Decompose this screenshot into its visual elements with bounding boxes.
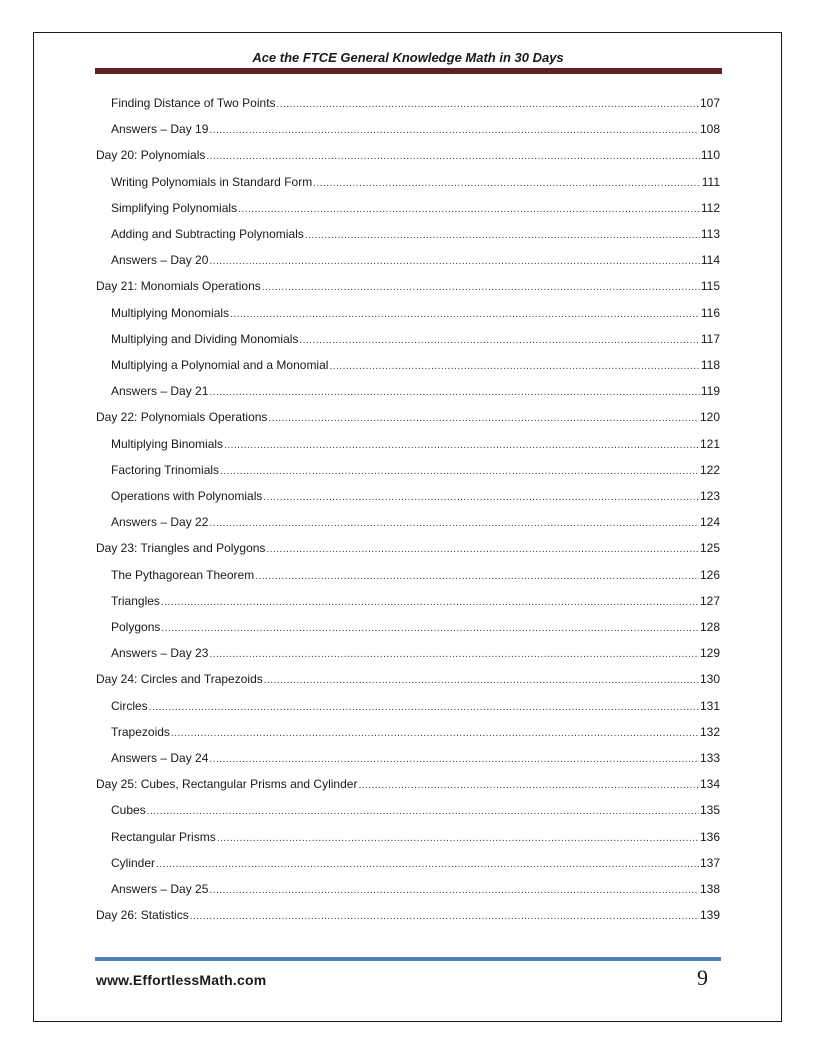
toc-section-entry[interactable] [111,803,720,819]
toc-dot-leader [255,571,699,582]
toc-entry-label: Adding and Subtracting Polynomials [111,227,304,241]
toc-entry-label: Day 26: Statistics [96,908,189,923]
footer-website: www.EffortlessMath.com [96,972,267,988]
toc-entry-page: 110 [700,148,720,163]
toc-section-entry[interactable] [111,568,720,584]
toc-entry-label: Multiplying a Polynomial and a Monomial [111,358,329,372]
toc-entry-label: Day 21: Monomials Operations [96,279,261,294]
toc-entry-label: Answers – Day 21 [111,384,209,399]
toc-section-entry[interactable] [111,96,720,112]
toc-entry-page: 136 [699,829,720,844]
toc-dot-leader [313,178,701,189]
toc-section-entry[interactable] [111,725,720,741]
toc-dot-leader [190,911,699,922]
toc-entry-page: 129 [699,646,720,661]
toc-section-entry[interactable] [111,384,720,400]
toc-section-entry[interactable] [111,253,720,269]
toc-entry-label: Answers – Day 22 [111,515,209,530]
toc-dot-leader [268,413,699,424]
toc-entry-page: 137 [699,855,720,870]
toc-section-entry[interactable] [111,201,720,217]
toc-section-entry[interactable] [111,358,720,374]
toc-entry-label: Polygons [111,620,161,634]
toc-entry-label: Rectangular Prisms [111,829,216,844]
toc-entry-label: Day 20: Polynomials [96,148,206,163]
toc-entry-label: Finding Distance of Two Points [111,96,276,110]
toc-section-entry[interactable] [111,489,720,505]
toc-section-entry[interactable] [111,620,720,636]
toc-entry-page: 126 [699,567,720,582]
toc-entry-label: Cubes [111,803,146,818]
toc-entry-page: 108 [699,122,720,137]
toc-dot-leader [263,492,699,503]
toc-entry-label: Circles [111,698,148,713]
toc-dot-leader [299,335,699,346]
toc-section-entry[interactable] [111,699,720,715]
toc-section-entry[interactable] [111,751,720,767]
page-number: 9 [697,965,708,990]
toc-entry-label: Operations with Polynomials [111,489,263,503]
toc-section-entry[interactable] [111,646,720,662]
toc-section-entry[interactable] [111,175,720,191]
toc-entry-label: Multiplying and Dividing Monomials [111,331,299,346]
toc-section-entry[interactable] [111,437,720,453]
toc-entry-page: 115 [700,279,720,294]
toc-entry-label: Multiplying Binomials [111,436,224,451]
toc-chapter-entry[interactable] [96,908,720,924]
toc-chapter-entry[interactable] [96,279,720,295]
toc-entry-page: 116 [700,305,720,320]
toc-dot-leader [209,649,699,660]
toc-section-entry[interactable] [111,882,720,898]
toc-entry-label: Triangles [111,593,160,608]
toc-section-entry[interactable] [111,515,720,531]
toc-entry-label: Trapezoids [111,724,170,739]
toc-dot-leader [156,859,699,870]
toc-dot-leader [266,544,699,555]
toc-entry-page: 107 [699,96,720,110]
toc-entry-label: Day 25: Cubes, Rectangular Prisms and Cylinder [96,777,358,792]
toc-section-entry[interactable] [111,463,720,479]
toc-dot-leader [305,230,700,241]
toc-entry-page: 114 [700,253,720,268]
toc-entry-page: 135 [699,803,720,818]
toc-entry-page: 123 [699,489,720,503]
footer-rule [95,957,721,961]
running-header-title: Ace the FTCE General Knowledge Math in 30 Days [252,50,564,65]
toc-entry-page: 112 [700,200,720,215]
toc-chapter-entry[interactable] [96,672,720,688]
toc-dot-leader [220,466,699,477]
toc-entry-page: 138 [699,882,720,896]
toc-entry-label: Answers – Day 23 [111,646,209,661]
toc-chapter-entry[interactable] [96,148,720,164]
toc-entry-page: 117 [700,331,720,346]
toc-entry-label: Answers – Day 20 [111,253,209,268]
toc-dot-leader [329,361,699,372]
toc-entry-page: 119 [700,384,720,399]
toc-entry-page: 122 [699,462,720,477]
toc-dot-leader [238,204,700,215]
toc-dot-leader [209,885,699,896]
toc-chapter-entry[interactable] [96,541,720,557]
toc-entry-page: 131 [699,698,720,713]
toc-entry-page: 120 [699,410,720,425]
toc-entry-page: 128 [699,620,720,634]
toc-dot-leader [209,754,699,765]
toc-dot-leader [209,256,699,267]
toc-entry-label: Factoring Trinomials [111,462,220,477]
toc-dot-leader [161,623,699,634]
toc-entry-page: 133 [699,751,720,765]
header-rule [95,68,722,74]
toc-entry-page: 124 [699,515,720,530]
toc-dot-leader [209,518,699,529]
toc-entry-label: The Pythagorean Theorem [111,567,255,582]
toc-dot-leader [209,125,699,136]
toc-section-entry[interactable] [111,227,720,243]
toc-entry-page: 111 [701,174,720,189]
toc-chapter-entry[interactable] [96,410,720,426]
toc-entry-label: Answers – Day 24 [111,751,209,765]
toc-dot-leader [217,833,699,844]
toc-section-entry[interactable] [111,332,720,348]
toc-section-entry[interactable] [111,856,720,872]
toc-section-entry[interactable] [111,594,720,610]
toc-entry-label: Answers – Day 25 [111,882,209,896]
toc-entry-page: 121 [699,436,720,451]
toc-dot-leader [358,780,699,791]
toc-dot-leader [264,675,699,686]
toc-entry-page: 125 [699,541,720,556]
toc-dot-leader [277,99,699,110]
toc-dot-leader [209,387,699,398]
toc-dot-leader [149,702,699,713]
toc-dot-leader [147,806,699,817]
toc-entry-label: Day 23: Triangles and Polygons [96,541,266,556]
toc-entry-page: 127 [699,593,720,608]
toc-entry-label: Cylinder [111,855,156,870]
toc-section-entry[interactable] [111,830,720,846]
toc-entry-page: 113 [700,227,720,241]
toc-entry-page: 134 [699,777,720,792]
toc-dot-leader [230,309,700,320]
toc-entry-page: 139 [699,908,720,923]
toc-entry-label: Writing Polynomials in Standard Form [111,174,313,189]
toc-dot-leader [224,440,699,451]
toc-section-entry[interactable] [111,122,720,138]
toc-chapter-entry[interactable] [96,777,720,793]
toc-entry-label: Simplifying Polynomials [111,200,238,215]
toc-entry-label: Day 22: Polynomials Operations [96,410,268,425]
toc-dot-leader [161,597,699,608]
toc-entry-page: 130 [699,672,720,687]
toc-entry-page: 132 [699,724,720,739]
toc-dot-leader [171,728,699,739]
toc-entry-label: Multiplying Monomials [111,305,230,320]
toc-dot-leader [206,151,699,162]
toc-section-entry[interactable] [111,306,720,322]
toc-dot-leader [262,282,700,293]
toc-entry-label: Answers – Day 19 [111,122,209,137]
toc-entry-label: Day 24: Circles and Trapezoids [96,672,263,687]
toc-entry-page: 118 [700,358,720,372]
